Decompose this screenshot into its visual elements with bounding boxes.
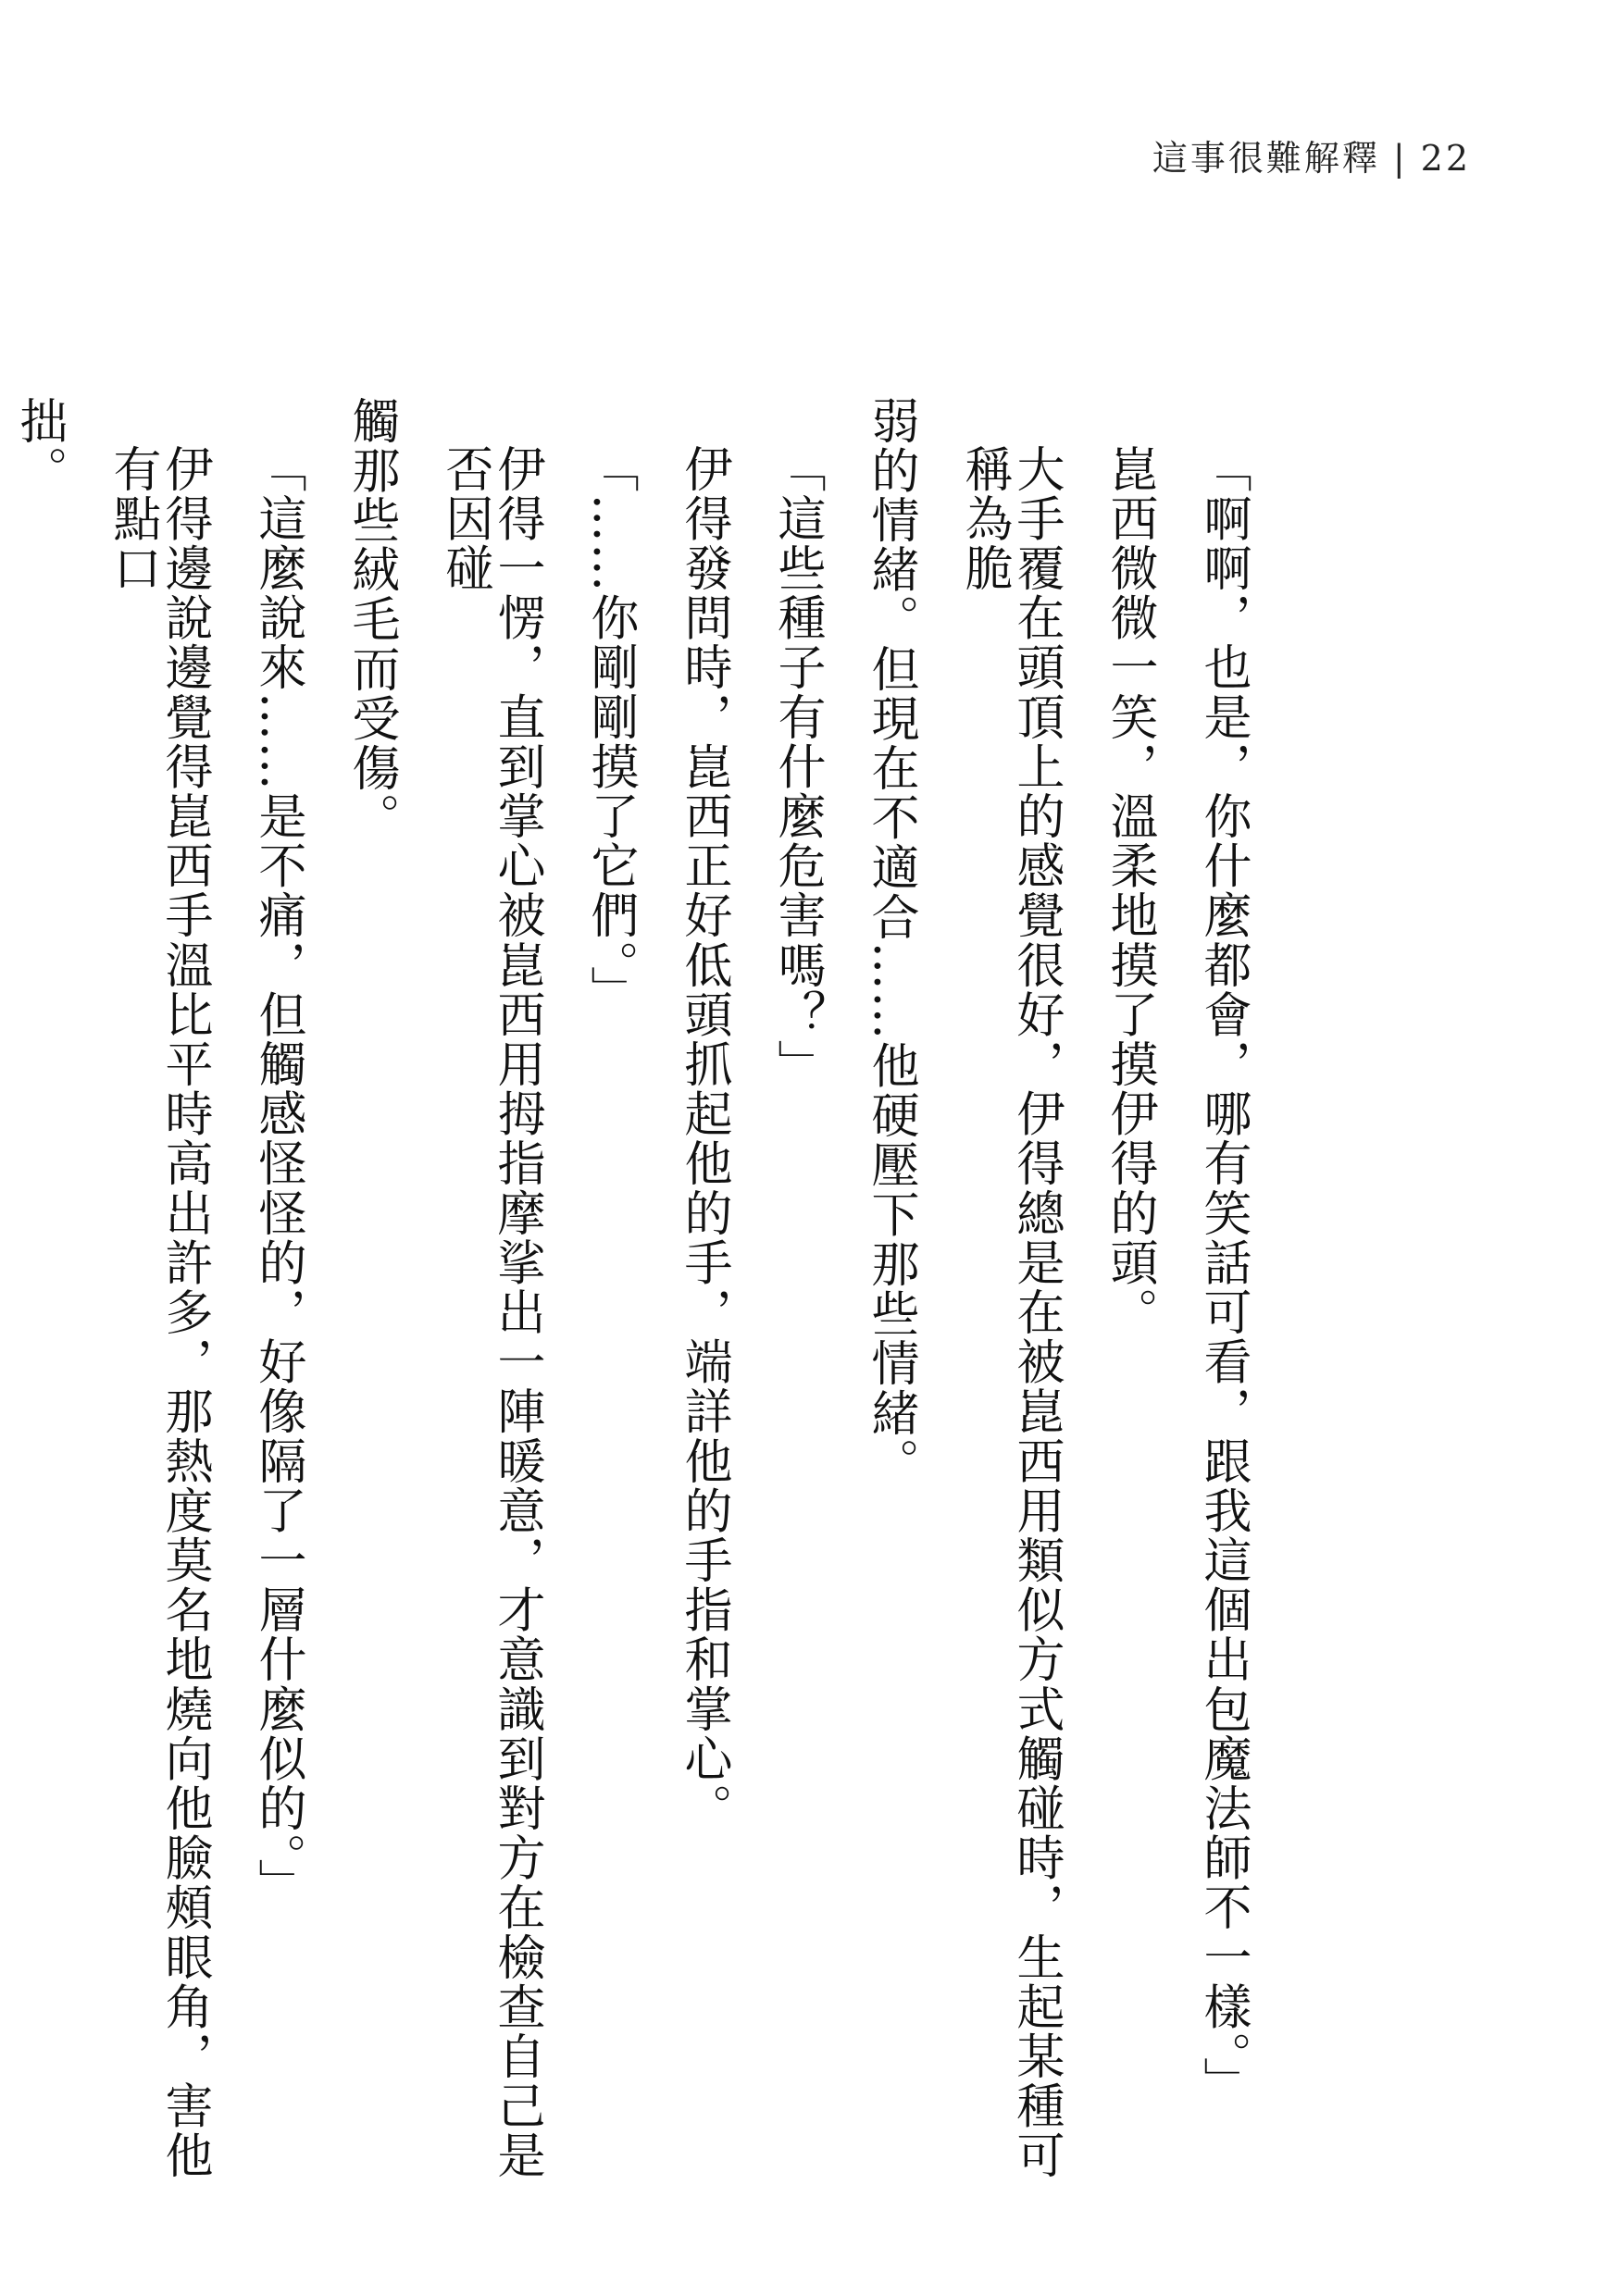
text-column: 「啊啊，也是，你什麼都會，哪有笑話可看，跟我這個出包魔法師不一樣。」 [1195, 444, 1251, 2107]
text-column: 伊得邊說邊覺得崑西手溫比平時高出許多，那熱度莫名地燒向他臉頰眼角，害他有點口 [105, 444, 212, 2180]
text-column: 伊得發問時，崑西正好低頭抓起他的手，端詳他的手指和掌心。 [676, 444, 731, 1833]
text-column: 「這些種子有什麼危害嗎？」 [769, 444, 825, 1089]
text-column: 「……你剛剛摸了它們。」 [582, 444, 638, 1016]
text-column: 大手覆在頭頂上的感覺很好，伊得總是在被崑西用類似方式觸碰時，生起某種可稱為脆 [956, 444, 1064, 2180]
vertical-body-text [11, 396, 1251, 2210]
text-column: 觸那些絨毛而受傷。 [343, 396, 399, 843]
text-column: 伊得一愣，直到掌心被崑西用拇指摩挲出一陣暖意，才意識到對方在檢查自己是否因碰 [437, 444, 544, 2180]
header-separator: | [1392, 138, 1408, 179]
text-column: 「這麼說來……是不痛，但觸感怪怪的，好像隔了一層什麼似的。」 [250, 444, 305, 1908]
text-column: 崑西微微一笑，溫柔地摸了摸伊得的頭。 [1102, 444, 1157, 1337]
text-column: 拙。 [11, 396, 67, 496]
text-column: 弱的情緒。但現在不適合……他硬壓下那些情緒。 [863, 396, 918, 1488]
running-header [1152, 130, 1471, 180]
page-number: 22 [1420, 138, 1471, 179]
chapter-title: 這事很難解釋 [1152, 138, 1380, 179]
